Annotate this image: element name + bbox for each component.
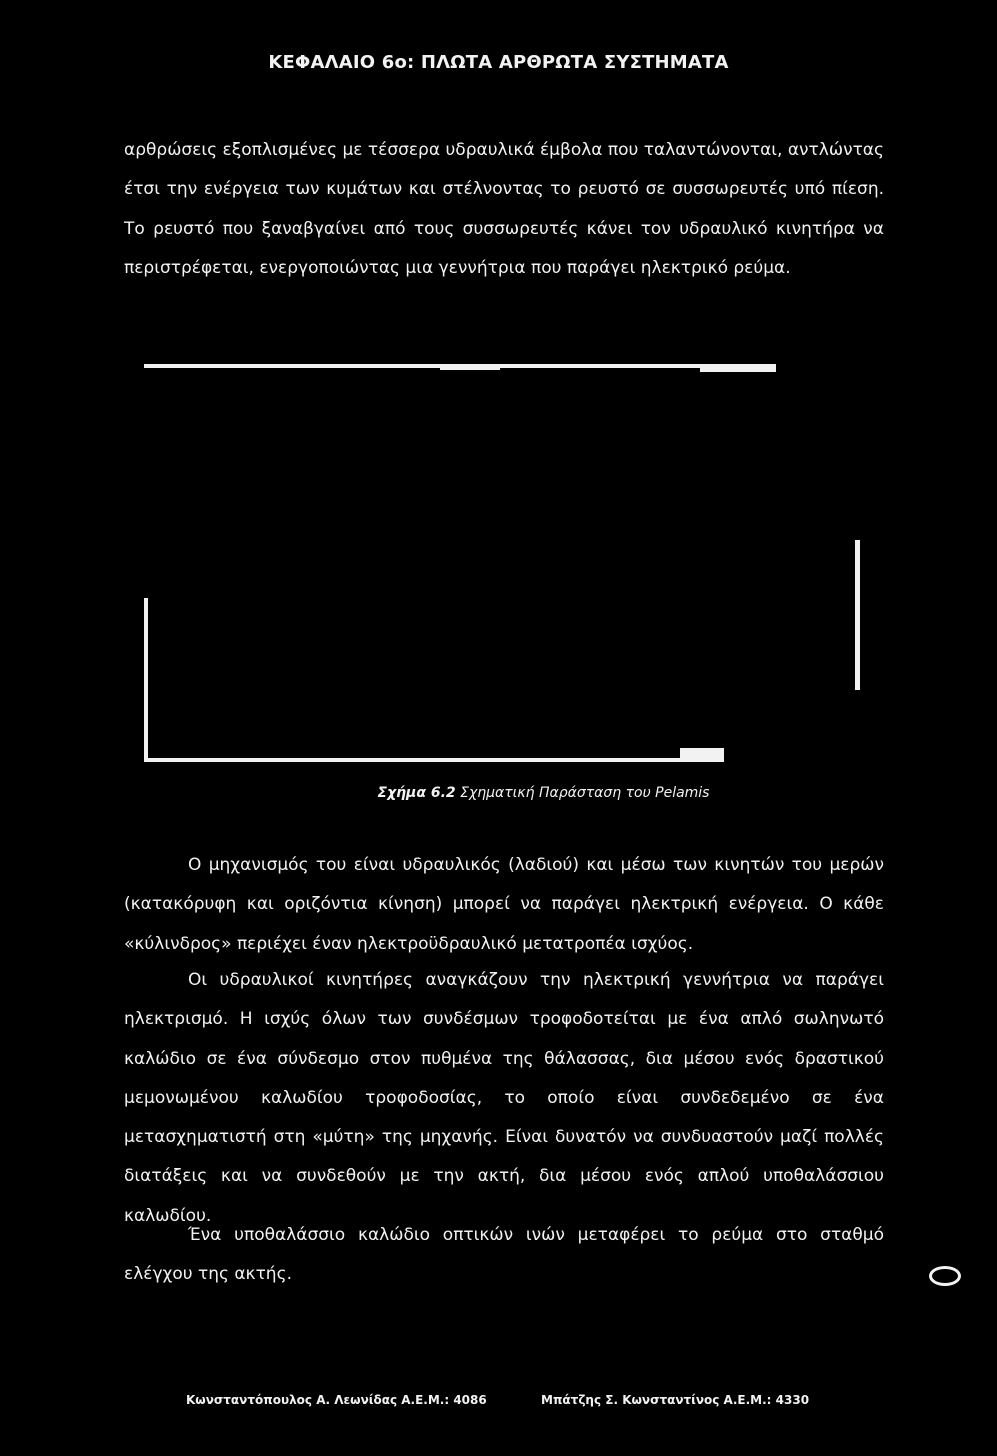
figure-left-edge [144,598,148,762]
pelamis-schematic [140,356,880,776]
page-mark-icon [929,1266,961,1286]
figure-top-edge-thick [440,364,500,370]
chapter-header: ΚΕΦΑΛΑΙΟ 6ο: ΠΛΩΤΑ ΑΡΘΡΩΤΑ ΣΥΣΤΗΜΑΤΑ [268,52,729,73]
body-paragraph-3: Ένα υποθαλάσσιο καλώδιο οπτικών ινών μεταφέρει το ρεύμα στο σταθμό ελέγχου της ακτής. [124,1225,884,1285]
figure-caption-text: Σχηματική Παράσταση του Pelamis [460,785,710,801]
figure-top-edge-right [700,364,776,372]
intro-paragraph: αρθρώσεις εξοπλισμένες με τέσσερα υδραυλικά έμβολα που ταλαντώνονται, αντλώντας έτσι την ενέργεια των κυμάτων και στέλνοντας το ρευστό σε συσσωρευτές υπό πίεση. Το ρευστό που ξαναβγαίνει από τους συσσωρευτές κάνει τον υδραυλικό κινητήρα να περιστρέφεται, ενεργοποιώντας μια γεννήτρια που παράγει ηλεκτρικό ρεύμα. [124,140,884,278]
figure-caption-number: Σχήμα 6.2 [377,785,456,801]
pelamis-figure [140,356,880,776]
figure-caption [0,785,997,801]
figure-right-edge [855,540,860,690]
footer-author-left: Κωνσταντόπουλος Α. Λεωνίδας Α.Ε.Μ.: 4086 [186,1393,487,1407]
figure-bottom-corner [680,748,724,762]
body-paragraph-2: Οι υδραυλικοί κινητήρες αναγκάζουν την ηλεκτρική γεννήτρια να παράγει ηλεκτρισμό. Η ισχύς όλων των συνδέσμων τροφοδοτείται με ένα απλό σωληνωτό καλώδιο σε ένα σύνδεσμο στον πυθμένα της θάλασσας, δια μέσου ενός δραστικού μεμονωμένου καλωδίου τροφοδοσίας, το οποίο είναι συνδεδεμένο σε ένα μετασχηματιστή στη «μύτη» της μηχανής. Είναι δυνατόν να συνδυαστούν μαζί πολλές διατάξεις και να συνδεθούν με την ακτή, δια μέσου ενός απλού υποθαλάσσιου καλωδίου. [124,970,884,1226]
body-paragraph-1: Ο μηχανισμός του είναι υδραυλικός (λαδιού) και μέσω των κινητών του μερών (κατακόρυφη και οριζόντια κίνηση) μπορεί να παράγει ηλεκτρική ενέργεια. Ο κάθε «κύλινδρος» περιέχει έναν ηλεκτροϋδραυλικό μετατροπέα ισχύος. [124,855,884,954]
footer-author-right: Μπάτζης Σ. Κωνσταντίνος Α.Ε.Μ.: 4330 [541,1393,810,1407]
figure-bottom-edge [144,758,724,762]
